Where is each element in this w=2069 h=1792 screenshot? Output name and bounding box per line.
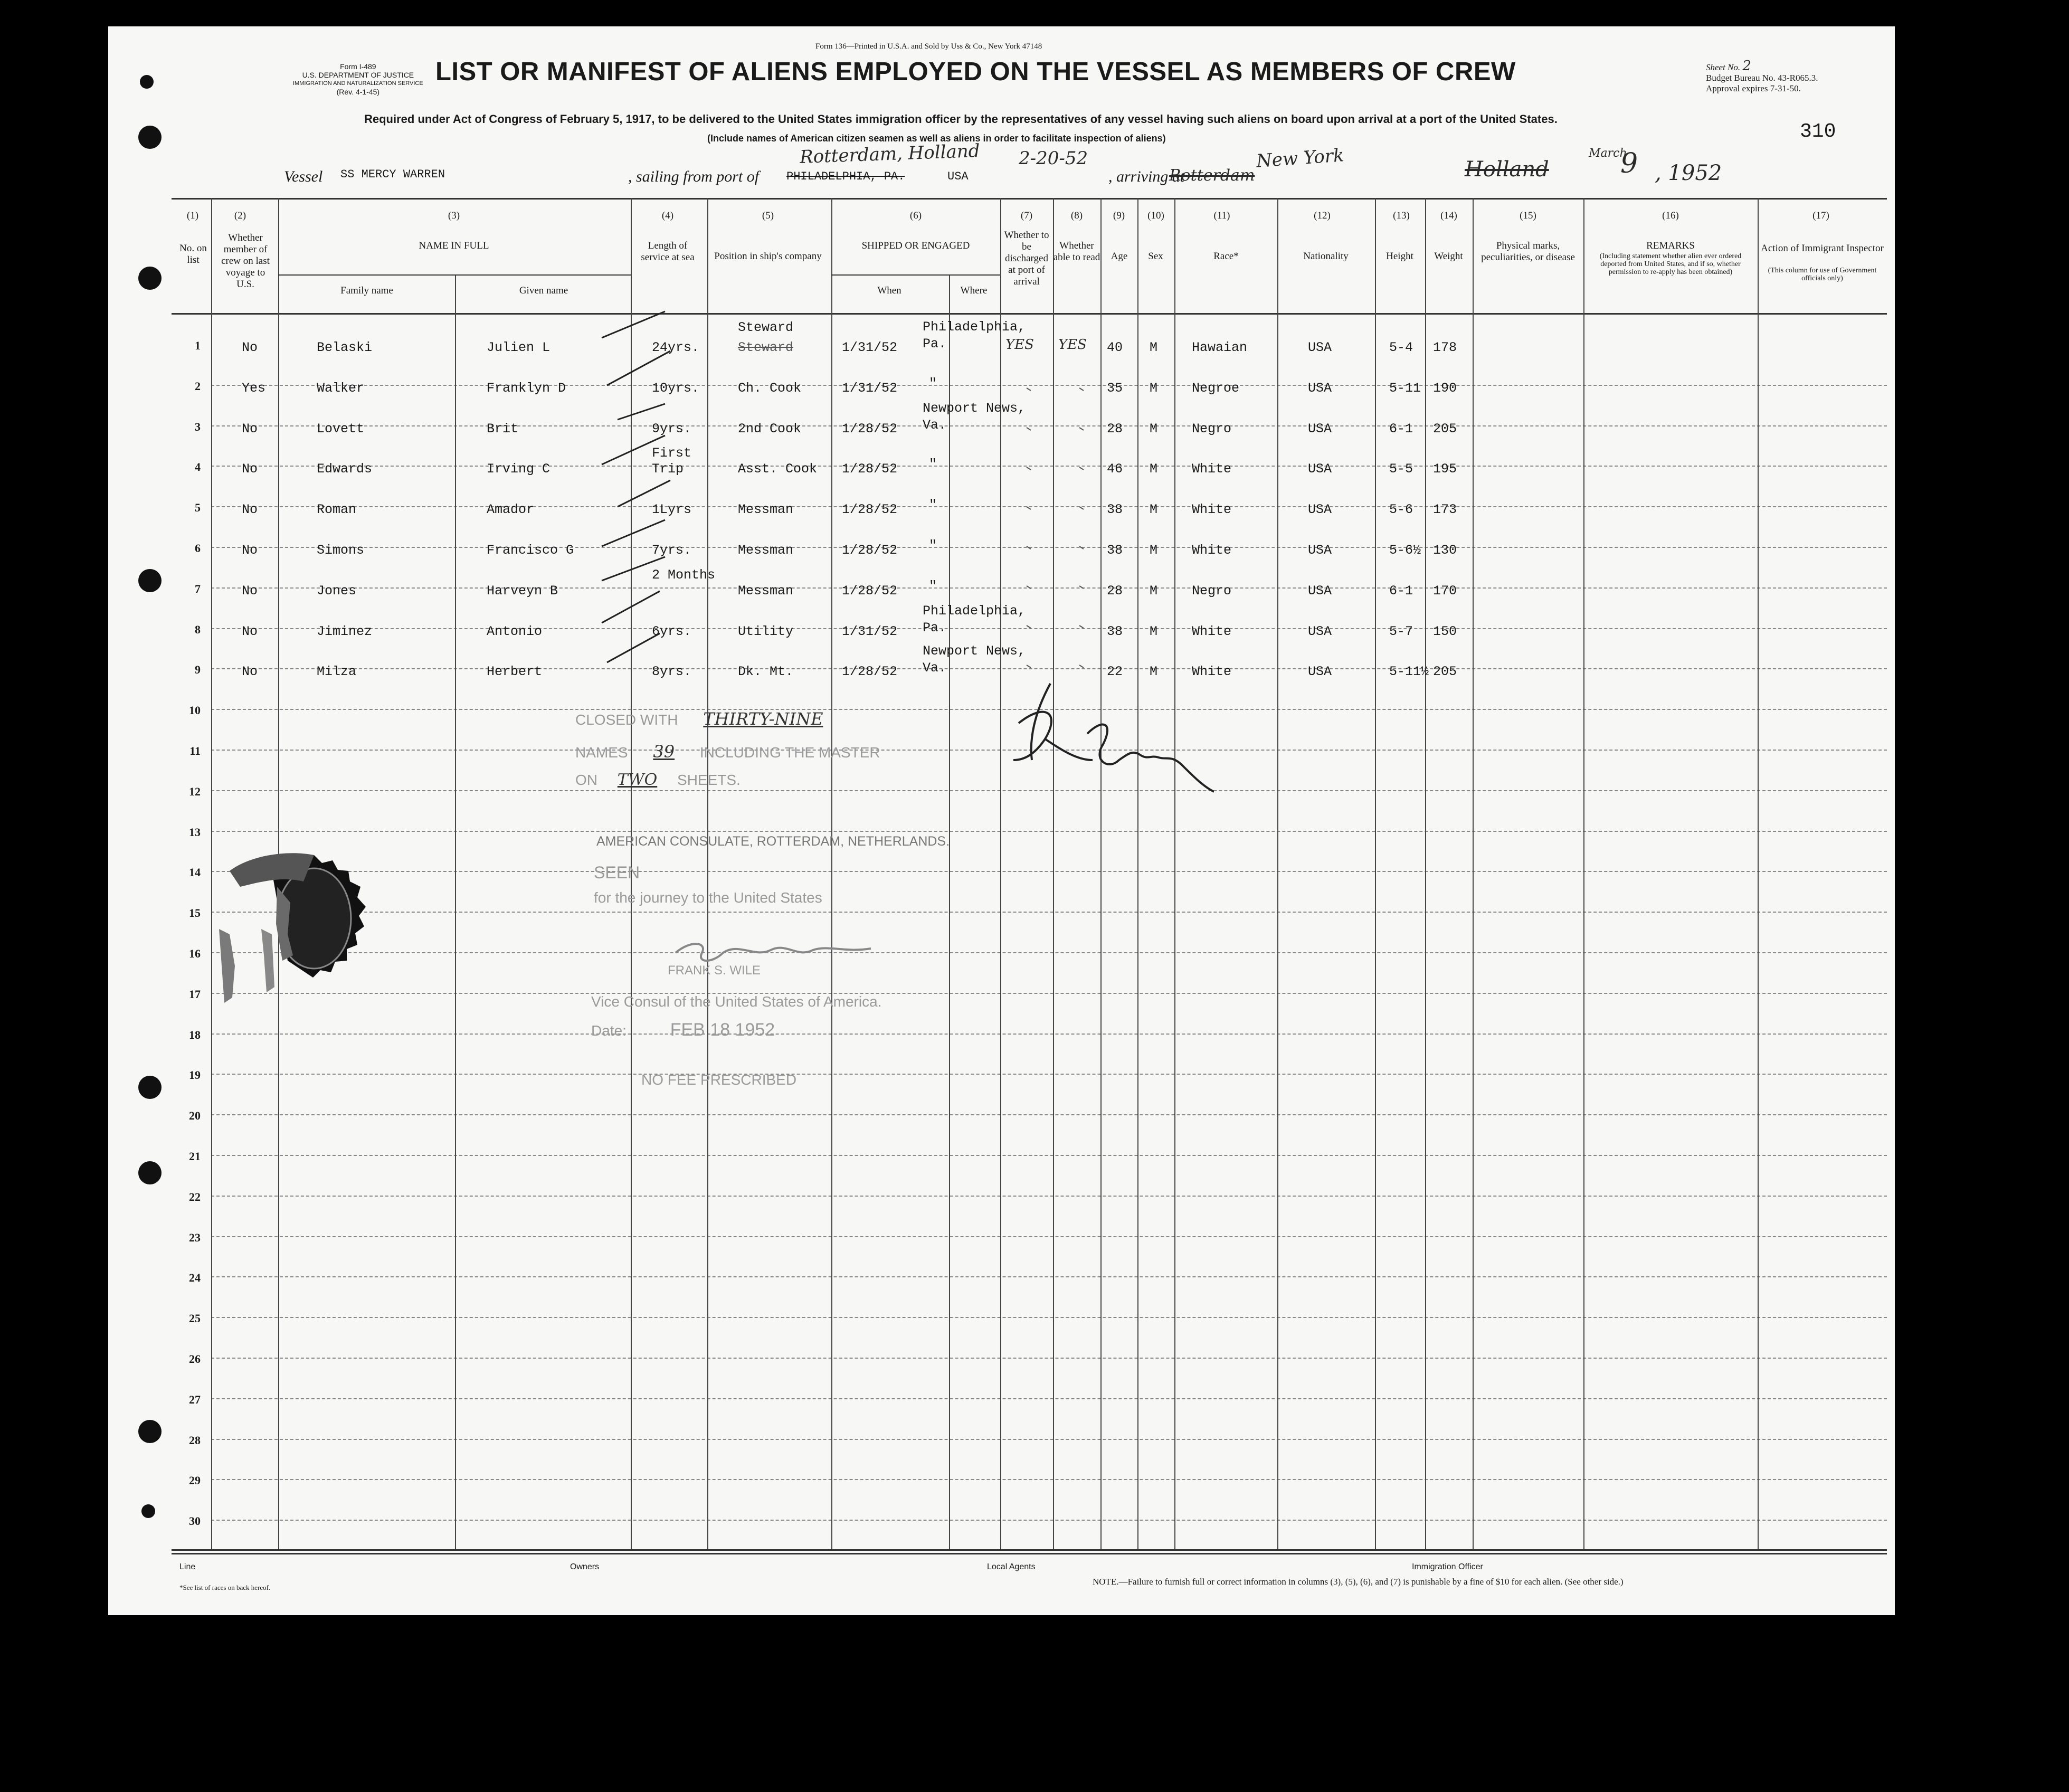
- service-cell: 10yrs.: [652, 380, 700, 396]
- line-number: 16: [189, 947, 201, 960]
- no-fee-stamp: NO FEE PRESCRIBED: [641, 1072, 797, 1088]
- position-cell: Messman: [738, 543, 794, 558]
- last-voyage-cell: Yes: [242, 380, 266, 396]
- given-name-cell: Amador: [487, 502, 535, 518]
- vice-consul-title: Vice Consul of the United States of America.: [591, 993, 882, 1010]
- line-number: 3: [195, 420, 201, 433]
- age-cell: 28: [1107, 583, 1123, 599]
- shipped-date-cell: 1/31/52: [842, 380, 898, 396]
- row-rule: [211, 1074, 1887, 1075]
- closed-with-label: CLOSED WITH: [575, 712, 678, 728]
- height-cell: 5-11: [1389, 380, 1421, 396]
- row-rule: [211, 1479, 1887, 1480]
- col-head-where: Where: [960, 285, 988, 296]
- sheets-count: TWO: [617, 771, 658, 789]
- shipped-place-cell: ": [929, 497, 937, 513]
- footer-agents: Local Agents: [987, 1562, 1036, 1571]
- family-name-cell: Walker: [317, 380, 365, 396]
- line-number: 1: [195, 339, 201, 352]
- race-cell: Hawaian: [1192, 340, 1248, 355]
- col-head-sex: Sex: [1148, 251, 1163, 262]
- service-cell: 24yrs.: [652, 340, 700, 355]
- shipped-date-cell: 1/31/52: [842, 623, 898, 639]
- height-cell: 5-11½: [1389, 664, 1429, 680]
- age-cell: 22: [1107, 664, 1123, 680]
- position-cell: Steward: [738, 320, 794, 335]
- line-number: 9: [195, 663, 201, 677]
- row-rule: [211, 1398, 1887, 1399]
- age-cell: 38: [1107, 623, 1123, 639]
- line-number: 26: [189, 1352, 201, 1366]
- last-voyage-cell: No: [242, 461, 258, 477]
- page-number: 310: [1800, 120, 1836, 143]
- names-label: NAMES: [575, 744, 628, 761]
- race-cell: White: [1192, 461, 1232, 477]
- row-rule: [211, 1358, 1887, 1359]
- sheet-label: Sheet No.: [1706, 62, 1741, 72]
- line-number: 29: [189, 1474, 201, 1487]
- row-rule: [211, 912, 1887, 913]
- country-from: USA: [947, 170, 969, 183]
- col-head-no: No. on list: [179, 243, 207, 266]
- col-num-11: (11): [1213, 210, 1230, 221]
- sex-cell: M: [1150, 664, 1158, 680]
- race-cell: White: [1192, 664, 1232, 680]
- row-rule: [211, 1520, 1887, 1521]
- shipped-place-cell: Newport News, Va.: [923, 400, 1026, 433]
- height-cell: 5-7: [1389, 623, 1413, 639]
- vessel-label: Vessel: [284, 168, 323, 185]
- position-cell: Messman: [738, 583, 794, 599]
- weight-cell: 173: [1433, 502, 1457, 518]
- line-number: 11: [189, 744, 201, 757]
- punch-hole: [138, 1076, 162, 1099]
- approval-expiry: Approval expires 7-31-50.: [1706, 83, 1801, 93]
- position-cell: Ch. Cook: [738, 380, 802, 396]
- race-cell: White: [1192, 543, 1232, 558]
- col-head-weight: Weight: [1434, 251, 1463, 262]
- family-name-cell: Jones: [317, 583, 357, 599]
- form-subtitle: Required under Act of Congress of February 5, 1917, to be delivered to the United States immigration officer by the representatives of any vessel having such aliens on board upon arrival at a port of the United States.: [364, 112, 1558, 126]
- service-cell: 8yrs.: [652, 664, 692, 680]
- line-number: 12: [189, 784, 201, 798]
- line-number: 5: [195, 501, 201, 515]
- age-cell: 40: [1107, 340, 1123, 355]
- service-cell: 7yrs.: [652, 543, 692, 558]
- col-head-remarks: REMARKS: [1646, 240, 1695, 251]
- seen-stamp: SEEN: [594, 863, 640, 882]
- col-num-9: (9): [1113, 210, 1125, 221]
- last-voyage-cell: No: [242, 623, 258, 639]
- given-name-cell: Irving C: [487, 461, 551, 477]
- check-marks: [581, 306, 1161, 686]
- sex-cell: M: [1150, 340, 1158, 355]
- col-num-5: (5): [762, 210, 774, 221]
- col-num-14: (14): [1440, 210, 1457, 221]
- col-head-remarks-note: (Including statement whether alien ever ordered deported from United States, and if so, whether permission to re-apply has been obtained): [1599, 252, 1742, 276]
- col-num-2: (2): [234, 210, 246, 221]
- service: IMMIGRATION AND NATURALIZATION SERVICE: [293, 80, 423, 87]
- arriving-label: , arriving at: [1108, 168, 1185, 185]
- family-name-cell: Roman: [317, 502, 357, 518]
- punch-hole: [138, 126, 162, 149]
- col-head-race: Race*: [1213, 251, 1239, 262]
- last-voyage-cell: No: [242, 583, 258, 599]
- position-cell: 2nd Cook: [738, 421, 802, 437]
- col-num-16: (16): [1662, 210, 1679, 221]
- names-count: 39: [653, 742, 675, 762]
- punch-hole: [138, 569, 162, 592]
- col-head-nationality: Nationality: [1303, 251, 1349, 262]
- sex-cell: M: [1150, 543, 1158, 558]
- col-head-name: NAME IN FULL: [419, 240, 489, 251]
- shipped-place-cell: ": [929, 457, 937, 472]
- vessel-name: SS MERCY WARREN: [340, 168, 445, 181]
- sheets-label: SHEETS.: [677, 772, 741, 788]
- line-number: 7: [195, 582, 201, 595]
- port-from-handwritten: Rotterdam, Holland: [799, 140, 981, 168]
- last-voyage-cell: No: [242, 421, 258, 437]
- shipped-place-cell: Newport News, Va.: [923, 643, 1026, 676]
- given-name-cell: Herbert: [487, 664, 543, 680]
- arriving-handwritten: New York: [1255, 145, 1345, 172]
- col-num-17: (17): [1812, 210, 1829, 221]
- form-instruction: (Include names of American citizen seamen as well as aliens in order to facilitate inspection of aliens): [707, 133, 1166, 144]
- footer-officer: Immigration Officer: [1412, 1562, 1483, 1571]
- race-cell: Negro: [1192, 583, 1232, 599]
- race-cell: Negroe: [1192, 380, 1240, 396]
- col-num-13: (13): [1393, 210, 1410, 221]
- nationality-cell: USA: [1308, 583, 1332, 599]
- shipped-date-cell: 1/28/52: [842, 664, 898, 680]
- col-head-family: Family name: [340, 285, 393, 296]
- sex-cell: M: [1150, 461, 1158, 477]
- position-cell: Messman: [738, 502, 794, 518]
- given-name-cell: Harveyn B: [487, 583, 558, 599]
- master-signature: [1013, 681, 1214, 818]
- row-rule: [211, 952, 1887, 953]
- shipped-date-cell: 1/28/52: [842, 421, 898, 437]
- family-name-cell: Milza: [317, 664, 357, 680]
- height-cell: 5-5: [1389, 461, 1413, 477]
- col-num-7: (7): [1020, 210, 1033, 221]
- col-head-when: When: [877, 285, 901, 296]
- line-number: 21: [189, 1150, 201, 1163]
- nationality-cell: USA: [1308, 543, 1332, 558]
- line-number: 18: [189, 1028, 201, 1041]
- col-head-position: Position in ship's company: [714, 251, 822, 262]
- last-voyage-cell: No: [242, 340, 258, 355]
- closed-with-count: THIRTY-NINE: [703, 709, 823, 729]
- sex-cell: M: [1150, 380, 1158, 396]
- punch-hole: [138, 1420, 162, 1443]
- col-num-15: (15): [1520, 210, 1536, 221]
- nationality-cell: USA: [1308, 623, 1332, 639]
- position-cell: Asst. Cook: [738, 461, 818, 477]
- race-cell: White: [1192, 502, 1232, 518]
- row-rule: [211, 1114, 1887, 1115]
- consulate-date: FEB 18 1952: [670, 1020, 775, 1040]
- port-from-typed: PHILADELPHIA, PA.: [786, 170, 905, 183]
- journey-stamp: for the journey to the United States: [594, 889, 822, 906]
- sex-cell: M: [1150, 583, 1158, 599]
- line-number: 19: [189, 1068, 201, 1082]
- shipped-place-cell: Philadelphia, Pa.: [923, 603, 1026, 636]
- department: U.S. DEPARTMENT OF JUSTICE: [302, 71, 414, 79]
- col-head-action: Action of Immigrant Inspector: [1761, 243, 1884, 254]
- given-name-cell: Francisco G: [487, 543, 574, 558]
- revision: (Rev. 4-1-45): [336, 88, 380, 96]
- line-number: 23: [189, 1230, 201, 1244]
- line-number: 22: [189, 1190, 201, 1203]
- shipped-date-cell: 1/28/52: [842, 543, 898, 558]
- destination-country: Holland: [1465, 157, 1549, 182]
- col-head-given: Given name: [519, 285, 568, 296]
- last-voyage-cell: No: [242, 664, 258, 680]
- height-cell: 6-1: [1389, 583, 1413, 599]
- service-cell: 1Lyrs: [652, 502, 692, 518]
- age-cell: 28: [1107, 421, 1123, 437]
- row-rule: [211, 1317, 1887, 1318]
- position-struck-cell: Steward: [738, 340, 794, 355]
- footer-owners: Owners: [570, 1562, 600, 1571]
- service-cell: 2 Months: [652, 567, 716, 583]
- row-rule: [211, 1034, 1887, 1035]
- col-num-8: (8): [1070, 210, 1083, 221]
- including-master: INCLUDING THE MASTER: [699, 744, 880, 761]
- last-voyage-cell: No: [242, 502, 258, 518]
- family-name-cell: Simons: [317, 543, 365, 558]
- line-number: 2: [195, 379, 201, 393]
- nationality-cell: USA: [1308, 421, 1332, 437]
- height-cell: 5-6½: [1389, 543, 1421, 558]
- col-head-age: Age: [1111, 251, 1128, 262]
- budget-number: Budget Bureau No. 43-R065.3.: [1706, 73, 1818, 83]
- line-number: 4: [195, 460, 201, 474]
- date-label: Date:: [591, 1022, 627, 1039]
- last-voyage-cell: No: [242, 543, 258, 558]
- line-number: 13: [189, 825, 201, 839]
- position-cell: Dk. Mt.: [738, 664, 794, 680]
- shipped-place-cell: ": [929, 538, 937, 553]
- consular-seal: [208, 839, 398, 1040]
- sex-cell: M: [1150, 502, 1158, 518]
- col-num-10: (10): [1147, 210, 1164, 221]
- given-name-cell: Brit: [487, 421, 519, 437]
- consul-name: FRANK S. WILE: [668, 963, 761, 978]
- sheet-number: 2: [1742, 58, 1751, 74]
- weight-cell: 205: [1433, 664, 1457, 680]
- race-footnote: *See list of races on back hereof.: [179, 1584, 271, 1591]
- weight-cell: 190: [1433, 380, 1457, 396]
- weight-cell: 150: [1433, 623, 1457, 639]
- col-num-4: (4): [661, 210, 674, 221]
- age-cell: 35: [1107, 380, 1123, 396]
- nationality-cell: USA: [1308, 461, 1332, 477]
- weight-cell: 195: [1433, 461, 1457, 477]
- col-num-12: (12): [1314, 210, 1331, 221]
- shipped-place-cell: Philadelphia, Pa.: [923, 319, 1026, 352]
- line-number: 6: [195, 542, 201, 555]
- fine-note: NOTE.—Failure to furnish full or correct information in columns (3), (5), (6), and (7) is punishable by a fine of $10 for each alien. (See other side.): [1093, 1577, 1624, 1587]
- arrival-month: March: [1589, 147, 1627, 160]
- age-cell: 46: [1107, 461, 1123, 477]
- nationality-cell: USA: [1308, 664, 1332, 680]
- able-to-read-cell: YES: [1058, 337, 1087, 353]
- arrival-day: 9: [1620, 148, 1638, 179]
- line-number: 27: [189, 1392, 201, 1406]
- arrival-year: , 1952: [1655, 161, 1722, 185]
- row-rule: [211, 871, 1887, 872]
- line-number: 24: [189, 1271, 201, 1285]
- age-cell: 38: [1107, 502, 1123, 518]
- weight-cell: 170: [1433, 583, 1457, 599]
- line-number: 8: [195, 622, 201, 636]
- height-cell: 5-4: [1389, 340, 1413, 355]
- col-head-shipped: SHIPPED OR ENGAGED: [861, 240, 970, 251]
- family-name-cell: Jiminez: [317, 623, 373, 639]
- shipped-date-cell: 1/28/52: [842, 502, 898, 518]
- shipped-date-cell: 1/31/52: [842, 340, 898, 355]
- given-name-cell: Antonio: [487, 623, 543, 639]
- row-rule: [211, 1155, 1887, 1156]
- consulate-stamp: AMERICAN CONSULATE, ROTTERDAM, NETHERLANDS.: [596, 834, 950, 849]
- sailing-label: , sailing from port of: [628, 168, 760, 185]
- given-name-cell: Julien L: [487, 340, 551, 355]
- col-num-1: (1): [186, 210, 199, 221]
- race-cell: White: [1192, 623, 1232, 639]
- line-number: 10: [189, 704, 201, 717]
- col-head-service: Length of service at sea: [641, 240, 695, 263]
- punch-hole: [141, 1504, 155, 1518]
- service-cell: 6yrs.: [652, 623, 692, 639]
- discharged-cell: YES: [1005, 337, 1034, 353]
- shipped-place-cell: ": [929, 375, 937, 391]
- form-id: Form I-489: [340, 62, 376, 71]
- col-head-height: Height: [1386, 251, 1413, 262]
- service-cell: 9yrs.: [652, 421, 692, 437]
- position-cell: Utility: [738, 623, 794, 639]
- row-rule: [211, 831, 1887, 832]
- family-name-cell: Edwards: [317, 461, 373, 477]
- punch-hole: [138, 267, 162, 290]
- col-head-read: Whether able to read: [1053, 240, 1100, 263]
- line-number: 15: [189, 906, 201, 920]
- line-number: 25: [189, 1312, 201, 1325]
- form-title: LIST OR MANIFEST OF ALIENS EMPLOYED ON THE VESSEL AS MEMBERS OF CREW: [435, 58, 1516, 86]
- col-head-action-note: (This column for use of Government officials only): [1768, 267, 1877, 282]
- col-head-last-voyage: Whether member of crew on last voyage to U.S.: [221, 232, 270, 290]
- shipped-date-cell: 1/28/52: [842, 461, 898, 477]
- race-cell: Negro: [1192, 421, 1232, 437]
- row-rule: [211, 1196, 1887, 1197]
- nationality-cell: USA: [1308, 380, 1332, 396]
- footer-line: Line: [179, 1562, 196, 1571]
- col-num-3: (3): [448, 210, 460, 221]
- height-cell: 6-1: [1389, 421, 1413, 437]
- line-number: 20: [189, 1109, 201, 1123]
- col-num-6: (6): [909, 210, 922, 221]
- weight-cell: 205: [1433, 421, 1457, 437]
- row-rule: [211, 1236, 1887, 1237]
- family-name-cell: Lovett: [317, 421, 365, 437]
- nationality-cell: USA: [1308, 502, 1332, 518]
- col-head-physical: Physical marks, peculiarities, or disease: [1481, 240, 1575, 263]
- line-number: 28: [189, 1433, 201, 1447]
- weight-cell: 178: [1433, 340, 1457, 355]
- row-rule: [211, 1276, 1887, 1277]
- shipped-date-cell: 1/28/52: [842, 583, 898, 599]
- row-rule: [211, 993, 1887, 994]
- sex-cell: M: [1150, 421, 1158, 437]
- nationality-cell: USA: [1308, 340, 1332, 355]
- arriving-typed: Rotterdam: [1169, 166, 1255, 185]
- sailing-date-handwritten: 2-20-52: [1019, 148, 1088, 169]
- weight-cell: 130: [1433, 543, 1457, 558]
- on-label: ON: [575, 772, 597, 788]
- shipped-place-cell: ": [929, 578, 937, 594]
- age-cell: 38: [1107, 543, 1123, 558]
- family-name-cell: Belaski: [317, 340, 373, 355]
- service-cell: First Trip: [652, 445, 692, 477]
- line-number: 17: [189, 987, 201, 1001]
- punch-hole: [140, 75, 154, 89]
- line-number: 14: [189, 866, 201, 879]
- sex-cell: M: [1150, 623, 1158, 639]
- col-head-discharged: Whether to be discharged at port of arrival: [1004, 230, 1049, 287]
- given-name-cell: Franklyn D: [487, 380, 566, 396]
- punch-hole: [138, 1161, 162, 1184]
- printer-line: Form 136—Printed in U.S.A. and Sold by Uss & Co., New York 47148: [815, 42, 1042, 51]
- height-cell: 5-6: [1389, 502, 1413, 518]
- line-number: 30: [189, 1514, 201, 1528]
- row-rule: [211, 1439, 1887, 1440]
